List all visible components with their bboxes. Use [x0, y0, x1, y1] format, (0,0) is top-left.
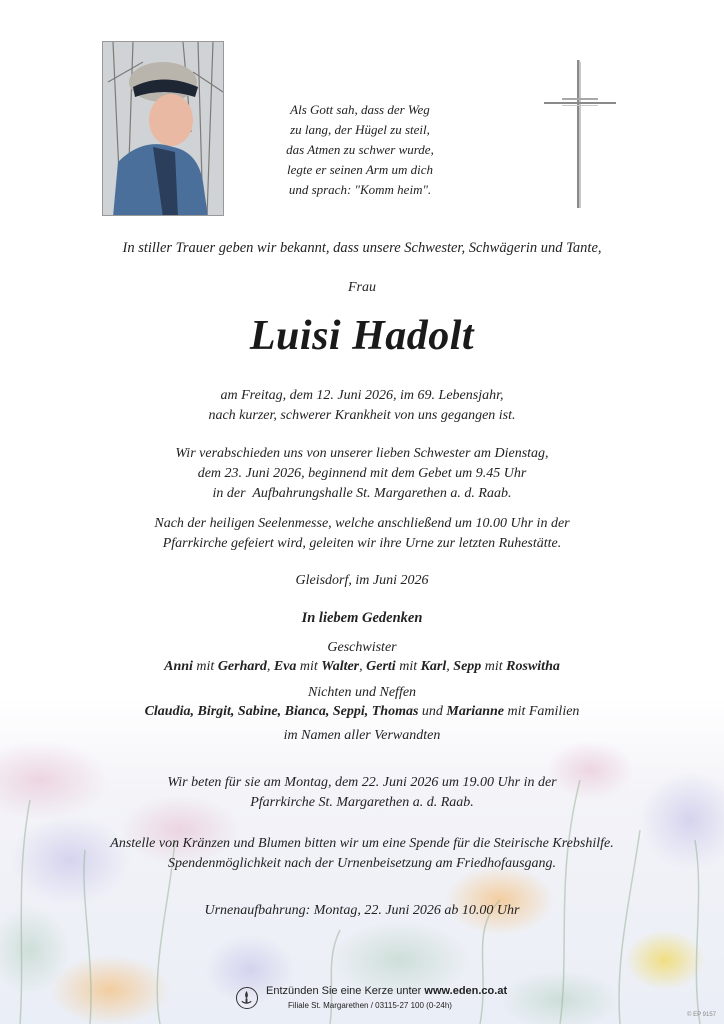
all-relatives: im Namen aller Verwandten [283, 728, 441, 743]
sibling-name: Anni [164, 659, 193, 674]
prayer-line: Pfarrkirche St. Margarethen a. d. Raab. [250, 795, 474, 810]
poem-line: Als Gott sah, dass der Weg [290, 102, 430, 117]
sibling-partner: Roswitha [506, 659, 560, 674]
prayer-line: Wir beten für sie am Montag, dem 22. Juni 2026 um 19.00 Uhr in der [167, 775, 557, 790]
poem-line: legte er seinen Arm um dich [287, 162, 433, 177]
sibling-partner: Karl [420, 659, 447, 674]
poem-line: zu lang, der Hügel zu steil, [290, 122, 430, 137]
footer-candle-pre: Entzünden Sie eine Kerze unter [266, 985, 422, 997]
sibling-partner: Gerhard [217, 659, 267, 674]
joiner: mit [484, 659, 503, 674]
prayer-notice [0, 773, 724, 813]
nieces-last: Marianne [446, 704, 504, 719]
sibling-name: Sepp [453, 659, 482, 674]
mass-line: Pfarrkirche gefeiert wird, geleiten wir ihre Urne zur letzten Ruhestätte. [162, 536, 562, 551]
announcement: In stiller Trauer geben wir bekannt, dass unsere Schwester, Schwägerin und Tante, [122, 240, 602, 256]
deceased-name: Luisi Hadolt [249, 313, 475, 359]
donation-line: Spendenmöglichkeit nach der Urnenbeisetzung am Friedhofausgang. [167, 856, 557, 871]
sibling-name: Eva [273, 659, 297, 674]
donation-notice [0, 834, 724, 874]
poem-line: das Atmen zu schwer wurde, [286, 142, 434, 157]
poem [270, 100, 450, 200]
portrait-image [103, 42, 224, 216]
nieces-heading: Nichten und Neffen [307, 685, 417, 700]
place-date: Gleisdorf, im Juni 2026 [295, 573, 429, 588]
joiner: mit [399, 659, 418, 674]
document-code: © EP 9157 [687, 1012, 716, 1018]
joiner: mit [299, 659, 318, 674]
farewell-line: dem 23. Juni 2026, beginnend mit dem Gebet um 9.45 Uhr [197, 466, 527, 481]
farewell-line: Wir verabschieden uns von unserer lieben Schwester am Dienstag, [175, 446, 549, 461]
memory-heading: In liebem Gedenken [301, 610, 423, 626]
footer-branch: Filiale St. Margarethen / 03115-27 100 (0-24h) [288, 1001, 452, 1010]
death-line: am Freitag, dem 12. Juni 2026, im 69. Lebensjahr, [220, 388, 504, 403]
sibling-name: Gerti [366, 659, 396, 674]
farewell-notice [0, 444, 724, 504]
nieces-suffix: mit Familien [507, 704, 580, 719]
mass-line: Nach der heiligen Seelenmesse, welche anschließend um 10.00 Uhr in der [154, 516, 570, 531]
poem-line: und sprach: "Komm heim". [288, 182, 432, 197]
funeral-home-logo-icon [236, 987, 258, 1009]
death-notice [0, 386, 724, 426]
joiner: mit [196, 659, 215, 674]
mass-notice [0, 514, 724, 554]
und: und [421, 704, 443, 719]
footer-url-link[interactable]: www.eden.co.at [424, 985, 508, 997]
salutation: Frau [348, 280, 376, 295]
sibling-partner: Walter [321, 659, 360, 674]
urn-viewing: Urnenaufbahrung: Montag, 22. Juni 2026 ab 10.00 Uhr [204, 903, 520, 918]
portrait-photo [102, 41, 224, 216]
farewell-line: in der Aufbahrungshalle St. Margarethen a. d. Raab. [212, 486, 512, 501]
cross-icon [544, 60, 616, 210]
siblings-heading: Geschwister [327, 640, 397, 655]
nieces-list [0, 702, 724, 722]
donation-line: Anstelle von Kränzen und Blumen bitten wir um eine Spende für die Steirische Krebshilfe. [110, 836, 614, 851]
footer [230, 983, 530, 1017]
nieces-names: Claudia, Birgit, Sabine, Bianca, Seppi, Thomas [144, 704, 419, 719]
footer-candle-text [266, 985, 507, 997]
siblings-list: Anni mit Gerhard, Eva mit Walter, Gerti mit Karl, Sepp mit Roswitha [164, 659, 560, 674]
death-line: nach kurzer, schwerer Krankheit von uns gegangen ist. [208, 408, 516, 423]
